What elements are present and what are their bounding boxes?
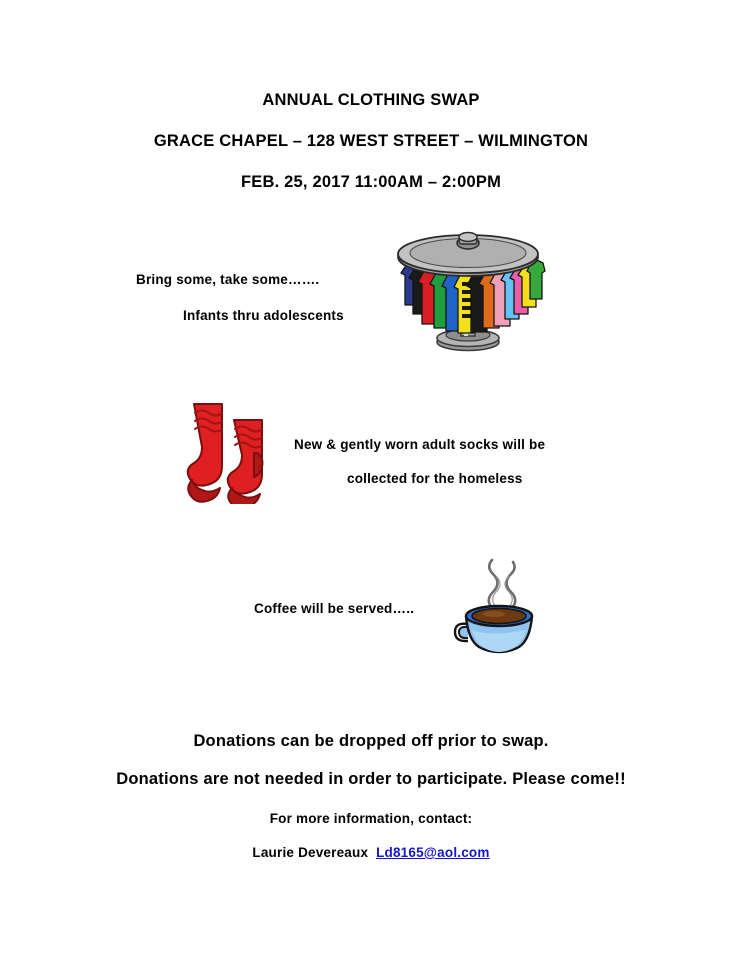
red-socks-illustration <box>178 398 282 504</box>
contact-name: Laurie Devereaux <box>252 845 369 860</box>
coffee-cup-illustration <box>448 552 552 656</box>
socks-line-2: collected for the homeless <box>347 471 523 486</box>
event-datetime: FEB. 25, 2017 11:00AM – 2:00PM <box>240 173 502 191</box>
socks-line-1: New & gently worn adult socks will be <box>294 437 546 452</box>
footer-line-2: Donations are not needed in order to participate. Please come!! <box>116 770 626 788</box>
event-location: GRACE CHAPEL – 128 WEST STREET – WILMINGTON <box>153 132 589 150</box>
coffee-line: Coffee will be served….. <box>254 601 415 616</box>
footer-line-1: Donations can be dropped off prior to swap. <box>193 732 549 750</box>
footer-contact-prompt: For more information, contact: <box>269 811 473 826</box>
footer-contact-row <box>0 845 742 860</box>
clothing-swap-line-1: Bring some, take some……. <box>136 272 320 287</box>
page-title: ANNUAL CLOTHING SWAP <box>262 91 480 109</box>
clothing-swap-line-2: Infants thru adolescents <box>183 308 344 323</box>
clothing-rack-illustration <box>389 228 547 354</box>
contact-email-link[interactable]: Ld8165@aol.com <box>376 845 490 860</box>
